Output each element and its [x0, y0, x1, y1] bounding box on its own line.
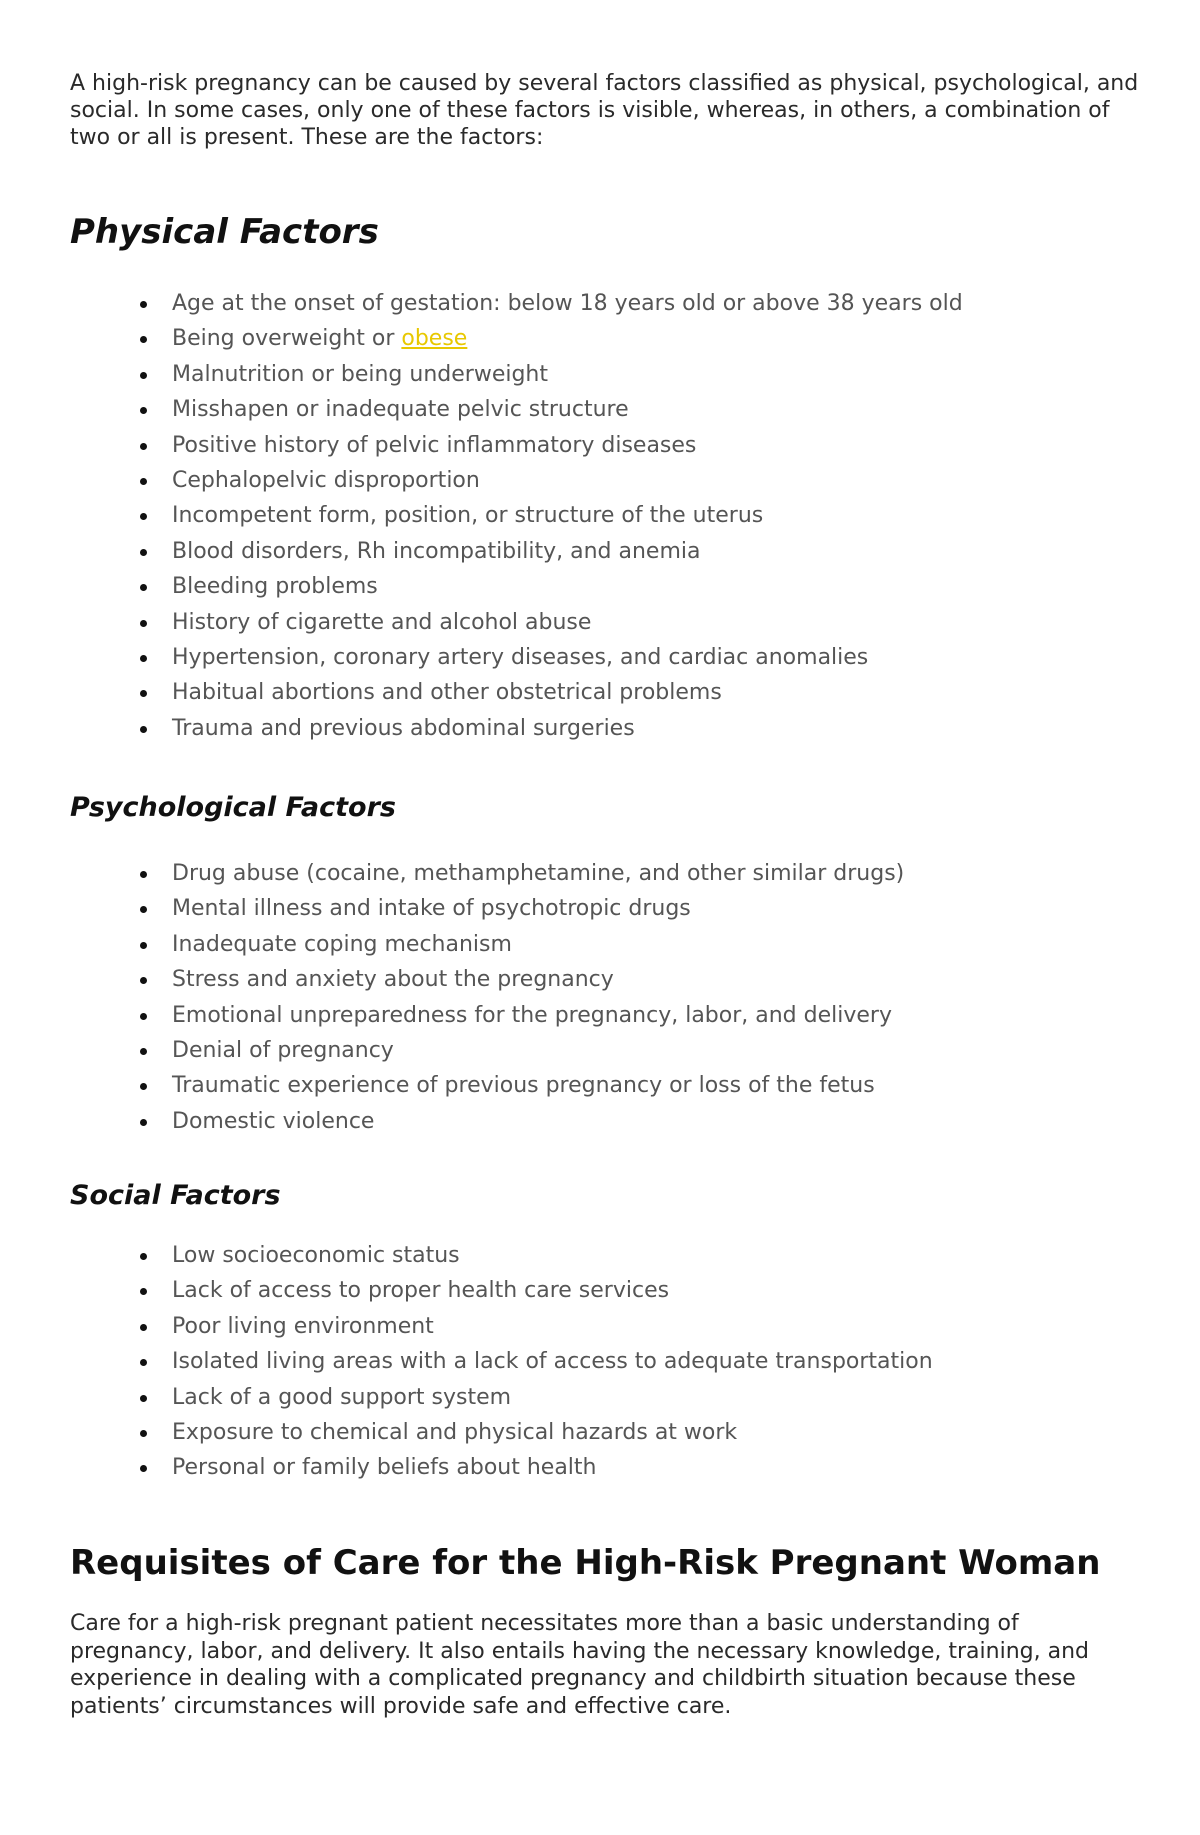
list-item: Habitual abortions and other obstetrical problems	[140, 675, 1140, 710]
list-item: Lack of access to proper health care services	[140, 1273, 1140, 1308]
psychological-factors-heading: Psychological Factors	[70, 792, 396, 823]
list-item: Incompetent form, position, or structure of the uterus	[140, 498, 1140, 533]
list-item: Age at the onset of gestation: below 18 years old or above 38 years old	[140, 286, 1140, 321]
social-factors-list	[140, 1238, 1140, 1486]
requisites-paragraph: Care for a high-risk pregnant patient necessitates more than a basic understanding of pregnancy, labor, and delivery. It also entails having the necessary knowledge, training, and experience in dealing with a complicated pregnancy and childbirth situation because these patients’ circumstances will provide safe and effective care.	[70, 1611, 1089, 1719]
list-item: Low socioeconomic status	[140, 1238, 1140, 1273]
list-item-text: Being overweight or	[172, 326, 402, 352]
list-item: Trauma and previous abdominal surgeries	[140, 711, 1140, 746]
psychological-factors-list	[140, 856, 1140, 1139]
list-item: Lack of a good support system	[140, 1380, 1140, 1415]
list-item: Malnutrition or being underweight	[140, 357, 1140, 392]
list-item: Denial of pregnancy	[140, 1033, 1140, 1068]
physical-factors-list	[140, 286, 1140, 746]
list-item	[140, 321, 1140, 356]
social-factors-heading: Social Factors	[70, 1180, 281, 1211]
list-item: Positive history of pelvic inflammatory diseases	[140, 428, 1140, 463]
list-item: History of cigarette and alcohol abuse	[140, 605, 1140, 640]
list-item: Drug abuse (cocaine, methamphetamine, and other similar drugs)	[140, 856, 1140, 891]
list-item: Stress and anxiety about the pregnancy	[140, 962, 1140, 997]
list-item: Mental illness and intake of psychotropic drugs	[140, 891, 1140, 926]
list-item: Traumatic experience of previous pregnancy or loss of the fetus	[140, 1068, 1140, 1103]
list-item: Inadequate coping mechanism	[140, 927, 1140, 962]
physical-factors-heading: Physical Factors	[70, 212, 379, 252]
list-item: Hypertension, coronary artery diseases, and cardiac anomalies	[140, 640, 1140, 675]
list-item: Blood disorders, Rh incompatibility, and anemia	[140, 534, 1140, 569]
list-item: Misshapen or inadequate pelvic structure	[140, 392, 1140, 427]
list-item: Poor living environment	[140, 1309, 1140, 1344]
requisites-heading: Requisites of Care for the High-Risk Pregnant Woman	[70, 1543, 1101, 1583]
list-item: Bleeding problems	[140, 569, 1140, 604]
list-item: Emotional unpreparedness for the pregnancy, labor, and delivery	[140, 998, 1140, 1033]
list-item: Isolated living areas with a lack of access to adequate transportation	[140, 1344, 1140, 1379]
list-item: Cephalopelvic disproportion	[140, 463, 1140, 498]
obese-link[interactable]: obese	[401, 326, 468, 352]
list-item: Domestic violence	[140, 1104, 1140, 1139]
list-item: Exposure to chemical and physical hazards at work	[140, 1415, 1140, 1450]
intro-paragraph: A high-risk pregnancy can be caused by several factors classified as physical, psychological, and social. In some cases, only one of these factors is visible, whereas, in others, a combination of two or all is present. These are the factors:	[70, 71, 1139, 150]
list-item: Personal or family beliefs about health	[140, 1450, 1140, 1485]
